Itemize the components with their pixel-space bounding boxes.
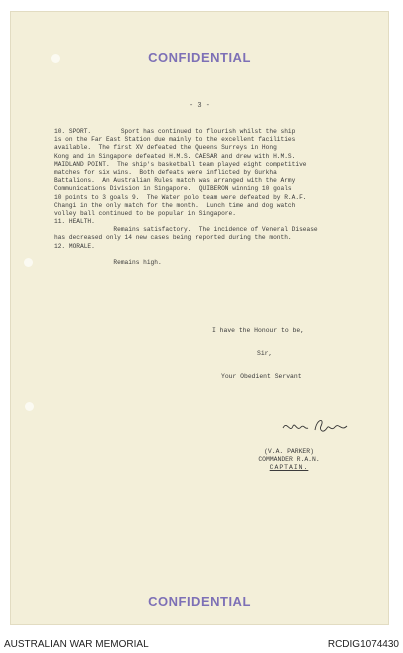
body-line: matches for six wins. Both defeats were inflicted by Gurkha xyxy=(54,168,277,176)
signatory-title: CAPTAIN. xyxy=(269,464,309,472)
body-line xyxy=(54,251,374,259)
confidential-stamp-bottom: CONFIDENTIAL xyxy=(148,594,251,609)
closing-servant: Your Obedient Servant xyxy=(221,373,302,380)
body-line: volley ball continued to be popular in Singapore. xyxy=(54,209,236,217)
closing-honour: I have the Honour to be, xyxy=(212,327,305,334)
body-line: available. The first XV defeated the Queens Surreys in Hong xyxy=(54,144,277,152)
body-line: 10 points to 3 goals 9. The Water polo team were defeated by R.A.F. xyxy=(54,193,307,201)
body-line: Battalions. An Australian Rules match was arranged with the Army xyxy=(54,177,296,185)
section-heading-line: 11. HEALTH. xyxy=(54,218,95,226)
confidential-stamp-top: CONFIDENTIAL xyxy=(148,50,251,65)
page-number: - 3 - xyxy=(188,102,210,110)
body-line: Remains satisfactory. The incidence of Veneral Disease xyxy=(54,226,318,234)
closing-sir: Sir, xyxy=(257,350,273,357)
body-line: is on the Far East Station due mainly to the excellent facilities xyxy=(54,136,296,144)
body-line: Communications Division in Singapore. QUIBERON winning 10 goals xyxy=(54,185,292,193)
archive-id: RCDIG1074430 xyxy=(327,639,399,650)
archive-footer xyxy=(0,636,403,653)
body-line: Changi in the only match for the month. Lunch time and dog watch xyxy=(54,201,296,209)
archive-name: AUSTRALIAN WAR MEMORIAL xyxy=(4,639,149,650)
body-line: has decreased only 14 new cases being reported during the month. xyxy=(54,234,292,242)
signatory-rank: COMMANDER R.A.N. xyxy=(258,456,320,464)
signature-block xyxy=(239,448,339,473)
punch-hole xyxy=(24,258,33,267)
punch-hole xyxy=(25,402,34,411)
signatory-name: (V.A. PARKER) xyxy=(264,448,314,455)
section-heading-line: 10. SPORT. Sport has continued to flourish whilst the ship xyxy=(54,128,296,135)
section-heading-line: 12. MORALE. xyxy=(54,242,95,250)
body-line: Kong and in Singapore defeated H.M.S. CAESAR and drew with H.M.S. xyxy=(54,152,296,160)
document-page xyxy=(11,12,388,624)
body-line: Remains high. xyxy=(54,259,162,266)
report-body xyxy=(54,128,374,267)
body-line: MAIDLAND POINT. The ship's basketball team played eight competitive xyxy=(54,160,307,168)
handwritten-signature xyxy=(281,414,351,440)
